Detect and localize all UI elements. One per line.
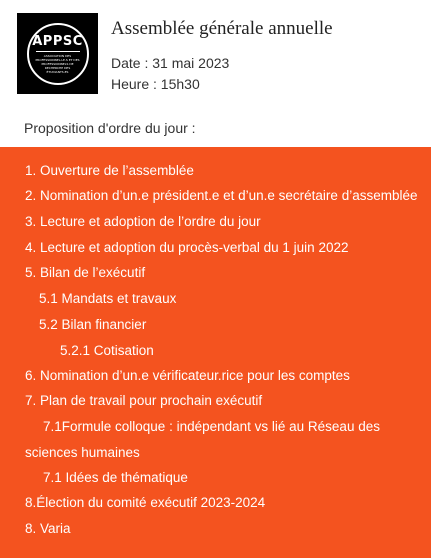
agenda-item: 8.Élection du comité exécutif 2023-2024 [25,495,266,510]
agenda-item: 8. Varia [25,521,71,536]
meeting-date: Date : 31 mai 2023 [111,55,230,71]
agenda-item: 2. Nomination d’un.e président.e et d’un.e secrétaire d’assemblée [25,188,418,203]
agenda-panel [0,147,431,558]
agenda-subitem-continuation: sciences humaines [25,445,140,460]
logo-subtext: ASSOCIATION DES PROFESSIONNEL.LE.S ET DES PROFESSIONNELS DE RECHERCHE DES ÉTUDIANTS.ES [35,53,80,74]
meeting-time: Heure : 15h30 [111,76,200,92]
logo-divider [36,51,80,52]
appsc-logo [17,13,98,94]
agenda-subsubitem: 5.2.1 Cotisation [60,343,154,358]
agenda-subitem: 7.1Formule colloque : indépendant vs lié au Réseau des [43,419,380,434]
agenda-item: 4. Lecture et adoption du procès-verbal du 1 juin 2022 [25,240,349,255]
agenda-item: 6. Nomination d’un.e vérificateur.rice pour les comptes [25,368,350,383]
agenda-item: 1. Ouverture de l’assemblée [25,163,194,178]
agenda-item: 5. Bilan de l’exécutif [25,265,146,280]
agenda-item: 3. Lecture et adoption de l’ordre du jour [25,214,261,229]
agenda-subitem: 7.1 Idées de thématique [43,470,188,485]
agenda-heading: Proposition d'ordre du jour : [24,120,196,136]
agenda-subitem: 5.2 Bilan financier [39,317,147,332]
agenda-item: 7. Plan de travail pour prochain exécutif [25,393,263,408]
document-header [0,0,431,145]
page-title: Assemblée générale annuelle [111,18,333,39]
logo-text: APPSC [32,33,83,49]
logo-ring [27,23,89,85]
agenda-subitem: 5.1 Mandats et travaux [39,291,177,306]
